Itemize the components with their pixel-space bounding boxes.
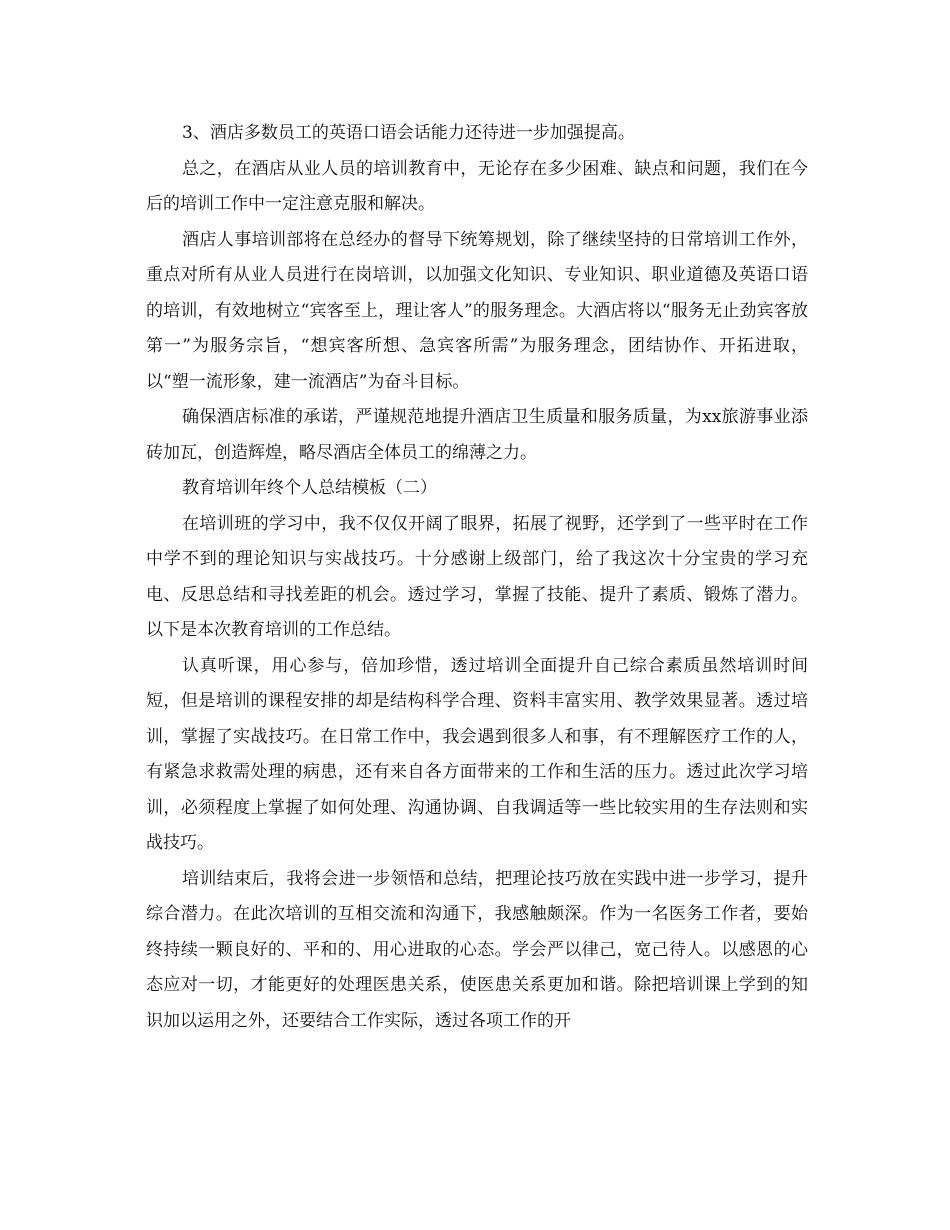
- paragraph-4: 确保酒店标准的承诺，严谨规范地提升酒店卫生质量和服务质量，为xx旅游事业添砖加瓦，创造辉煌，略尽酒店全体员工的绵薄之力。: [146, 407, 808, 463]
- section-heading: 教育培训年终个人总结模板（二）: [182, 478, 437, 498]
- paragraph-5: 在培训班的学习中，我不仅仅开阔了眼界，拓展了视野，还学到了一些平时在工作中学不到的理论知识与实战技巧。十分感谢上级部门，给了我这次十分宝贵的学习充电、反思总结和寻找差距的机会。透过学习，掌握了技能、提升了素质、锻炼了潜力。以下是本次教育培训的工作总结。: [146, 513, 808, 640]
- document-page: [146, 116, 808, 1039]
- paragraph-7: 培训结束后，我将会进一步领悟和总结，把理论技巧放在实践中进一步学习，提升综合潜力。在此次培训的互相交流和沟通下，我感触颇深。作为一名医务工作者，要始终持续一颗良好的、平和的、用心进取的心态。学会严以律己，宽己待人。以感恩的心态应对一切，才能更好的处理医患关系，使医患关系更加和谐。除把培训课上学到的知识加以运用之外，还要结合工作实际，透过各项工作的开: [146, 868, 808, 1031]
- paragraph-3: 酒店人事培训部将在总经办的督导下统筹规划，除了继续坚持的日常培训工作外，重点对所有从业人员进行在岗培训，以加强文化知识、专业知识、职业道德及英语口语的培训，有效地树立“宾客至上，理让客人”的服务理念。大酒店将以“服务无止劲宾客放第一”为服务宗旨，“想宾客所想、急宾客所需”为服务理念，团结协作、开拓进取，以“塑一流形象，建一流酒店”为奋斗目标。: [146, 229, 808, 392]
- paragraph-6: 认真听课，用心参与，倍加珍惜，透过培训全面提升自己综合素质虽然培训时间短，但是培训的课程安排的却是结构科学合理、资料丰富实用、教学效果显著。透过培训，掌握了实战技巧。在日常工作中，我会遇到很多人和事，有不理解医疗工作的人，有紧急求救需处理的病患，还有来自各方面带来的工作和生活的压力。透过此次学习培训，必须程度上掌握了如何处理、沟通协调、自我调适等一些比较实用的生存法则和实战技巧。: [146, 655, 808, 853]
- paragraph-2: 总之，在酒店从业人员的培训教育中，无论存在多少困难、缺点和问题，我们在今后的培训工作中一定注意克服和解决。: [146, 158, 808, 214]
- paragraph-1: 3、酒店多数员工的英语口语会话能力还待进一步加强提高。: [182, 123, 635, 143]
